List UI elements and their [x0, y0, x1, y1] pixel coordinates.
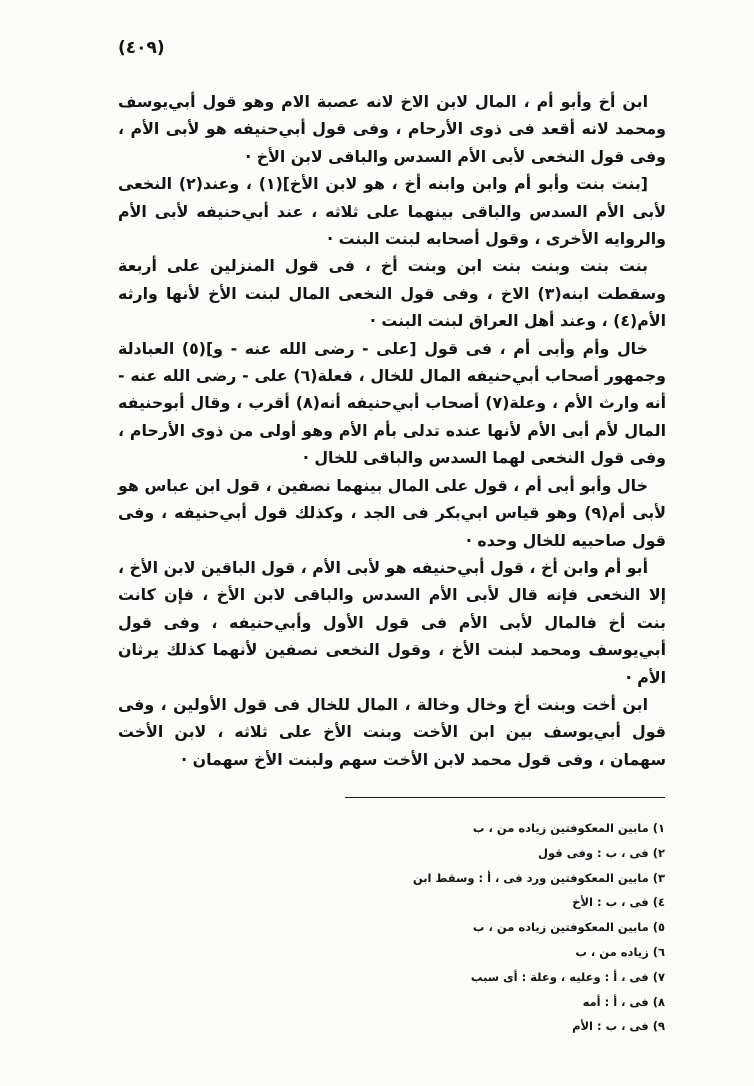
footnote-5: ٥) مابين المعكوفتين زياده من ، ب: [472, 920, 665, 935]
footnote-2: ٢) فى ، ب : وفى قول: [537, 845, 665, 860]
footnotes: [345, 816, 665, 1039]
paragraph-1: ابن أخ وأبو أم ، المال لابن الاخ لانه عصبة الام وهو قول أبي‌يوسف ومحمد لانه أقعد فى ذوى الأرحام ، وفى قول أبي‌حنيفه هو لأبى الأم ، وفى قول النخعى لأبى الأم السدس والباقى لابن الأخ ·: [118, 92, 666, 166]
footnote-separator: [345, 797, 665, 798]
paragraph-6: أبو أم وابن أخ ، قول أبي‌حنيفه هو لأبى الأم ، قول الباقين لابن الأخ ، إلا النخعى فإنه قال لأبى الأم السدس والباقى لابن الأخ ، فإن كانت بنت أخ فالمال لأبى الأم فى قول الأول وأبي‌حنيفه ، وفى قول أبي‌يوسف ومحمد لبنت الأخ ، وقول النخعى نصفين لأنهما كذلك يرثان الأم ·: [118, 557, 666, 687]
footnote-7: ٧) فى ، أ : وعليه ، وعلة : أى سبب: [470, 969, 665, 984]
paragraph-4: خال وأم وأبى أم ، فى قول [على - رضى الله عنه - و](٥) العبادلة وجمهور أصحاب أبي‌حنيفه المال للخال ، فعلة(٦) على - رضى الله عنه - أنه وارث الأم ، وعلة(٧) أصحاب أبي‌حنيفه أنه(٨) أقرب ، وقال أبوحنيفه المال لأم أبى الأم لأنها عنده تدلى بأم الأم وهو أولى من ذوى الأرحام ، وفى قول النخعى لهما السدس والباقى للخال ·: [118, 338, 666, 468]
paragraph-5: خال وأبو أبى أم ، قول على المال بينهما نصفين ، قول ابن عباس هو لأبى أم(٩) وهو قياس ابي‌بكر فى الجد ، وكذلك قول أبي‌حنيفه ، وفى قول صاحبيه للخال وحده ·: [118, 475, 666, 550]
footnote-4: ٤) فى ، ب : الأخ: [572, 895, 665, 910]
footnote-8: ٨) فى ، أ : أمه: [582, 994, 665, 1009]
paragraph-7: ابن أخت وبنت أخ وخال وخالة ، المال للخال فى قول الأولين ، وفى قول أبي‌يوسف بين ابن الأخت وبنت الأخ على ثلاثه ، لابن الأخت سهمان ، وفى قول محمد لابن الأخت سهم ولبنت الأخ سهمان ·: [118, 694, 666, 769]
footnote-6: ٦) زياده من ، ب: [575, 944, 665, 959]
page-number: (٤٠٩): [118, 38, 165, 58]
paragraph-2: [بنت بنت وأبو أم وابن وابنه أخ ، هو لابن الأخ](١) ، وعند(٢) النخعى لأبى الأم السدس والباقى بينهما على ثلاثه ، عند أبي‌حنيفه لأبى الأم والروايه الأخرى ، وقول أصحابه لبنت البنت ·: [118, 174, 666, 249]
footnote-9: ٩) فى ، ب : الأم: [572, 1019, 665, 1034]
body-text: [118, 88, 666, 773]
paragraph-3: بنت بنت وبنت بنت ابن وبنت أخ ، فى قول المنزلين على أربعة وسقطت ابنه(٣) الاخ ، وفى قول النخعى المال لبنت الأخ لأنها وارثه الأم(٤) ، وعند أهل العراق لبنت البنت ·: [118, 256, 666, 331]
footnote-1: ١) مابين المعكوفتين زياده من ، ب: [472, 821, 665, 835]
footnote-3: ٣) مابين المعكوفتين ورد فى ، أ : وسقط ابن: [412, 870, 665, 885]
